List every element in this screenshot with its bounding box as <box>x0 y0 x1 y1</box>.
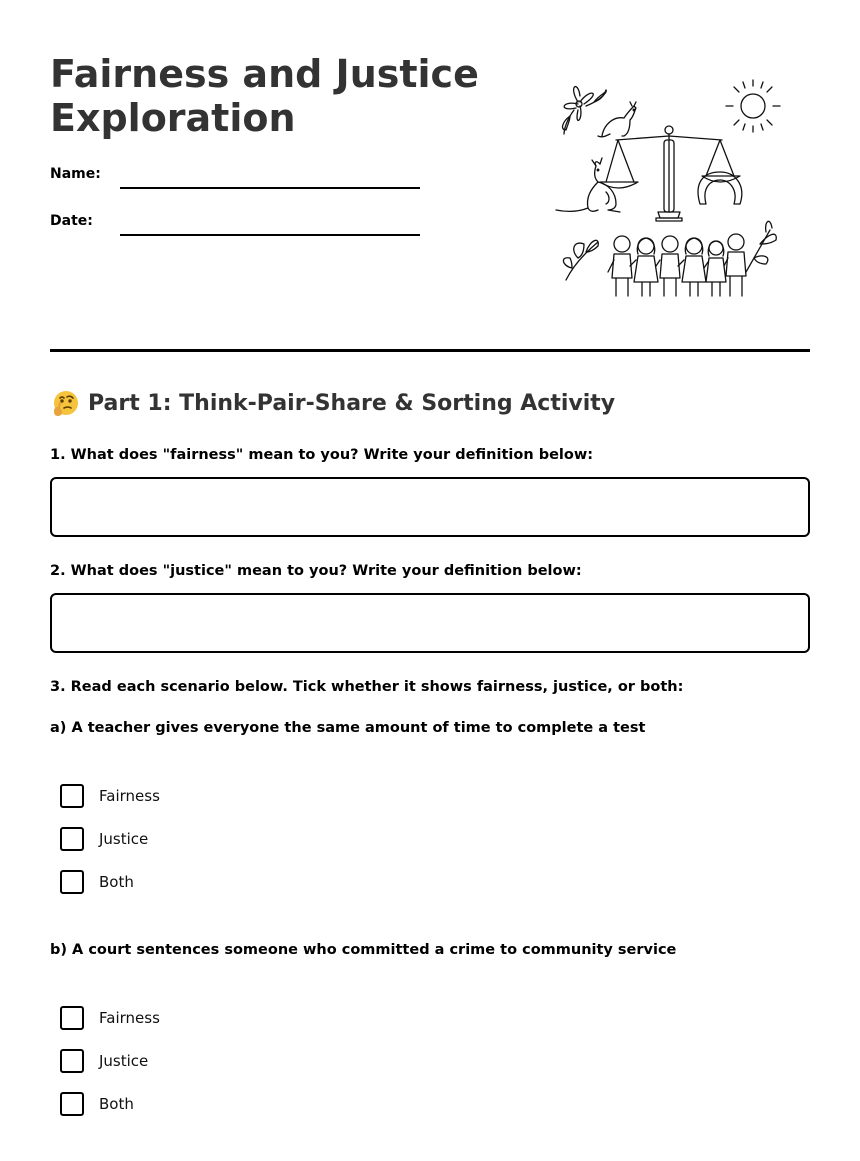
scenario-b: b) A court sentences someone who committed a crime to community service <box>50 942 677 958</box>
option-label: Fairness <box>99 787 160 805</box>
leaf-branch-right-icon <box>746 221 776 272</box>
flower-icon <box>563 87 607 134</box>
title-line-2: Exploration <box>50 96 296 140</box>
checkbox[interactable] <box>60 870 84 894</box>
option-label: Both <box>99 873 134 891</box>
part1-heading <box>50 389 615 419</box>
fairness-illustration <box>550 72 785 304</box>
checkbox[interactable] <box>60 827 84 851</box>
justice-definition-box[interactable] <box>50 593 810 653</box>
question-1: 1. What does "fairness" mean to you? Write your definition below: <box>50 447 594 463</box>
option-label: Justice <box>99 1052 149 1070</box>
kangaroo-small-icon <box>598 102 636 137</box>
option-label: Justice <box>99 830 149 848</box>
checkbox[interactable] <box>60 784 84 808</box>
scenario-a: a) A teacher gives everyone the same amount of time to complete a test <box>50 720 646 736</box>
question-2: 2. What does "justice" mean to you? Write your definition below: <box>50 563 582 579</box>
scenario-a-option-both[interactable] <box>60 870 134 894</box>
date-field[interactable] <box>50 213 420 237</box>
name-field[interactable] <box>50 166 420 190</box>
scenario-b-option-both[interactable] <box>60 1092 134 1116</box>
sun-icon <box>726 80 780 132</box>
worksheet-title <box>50 52 490 140</box>
name-label: Name: <box>50 166 101 182</box>
name-line[interactable] <box>120 187 420 189</box>
scenario-b-option-justice[interactable] <box>60 1049 148 1073</box>
horseshoe-icon <box>698 172 742 204</box>
option-label: Both <box>99 1095 134 1113</box>
child-6 <box>724 234 746 296</box>
checkbox[interactable] <box>60 1006 84 1030</box>
question-3: 3. Read each scenario below. Tick whether it shows fairness, justice, or both: <box>50 679 684 695</box>
scales-of-justice-icon <box>600 126 740 221</box>
checkbox[interactable] <box>60 1049 84 1073</box>
child-4 <box>678 238 706 296</box>
title-line-1: Fairness and Justice <box>50 52 479 96</box>
thinking-face-icon <box>50 389 80 419</box>
option-label: Fairness <box>99 1009 160 1027</box>
date-line[interactable] <box>120 234 420 236</box>
scenario-b-option-fairness[interactable] <box>60 1006 160 1030</box>
scenario-a-option-justice[interactable] <box>60 827 148 851</box>
fairness-definition-box[interactable] <box>50 477 810 537</box>
part1-title: Part 1: Think-Pair-Share & Sorting Activity <box>88 391 616 416</box>
scenario-a-option-fairness[interactable] <box>60 784 160 808</box>
child-5 <box>704 241 726 296</box>
date-label: Date: <box>50 213 93 229</box>
child-1 <box>608 236 632 296</box>
leaf-branch-left-icon <box>563 240 598 280</box>
header-divider <box>50 349 810 352</box>
child-3 <box>656 236 680 296</box>
children-holding-hands-icon <box>608 234 746 296</box>
checkbox[interactable] <box>60 1092 84 1116</box>
child-2 <box>630 238 658 296</box>
